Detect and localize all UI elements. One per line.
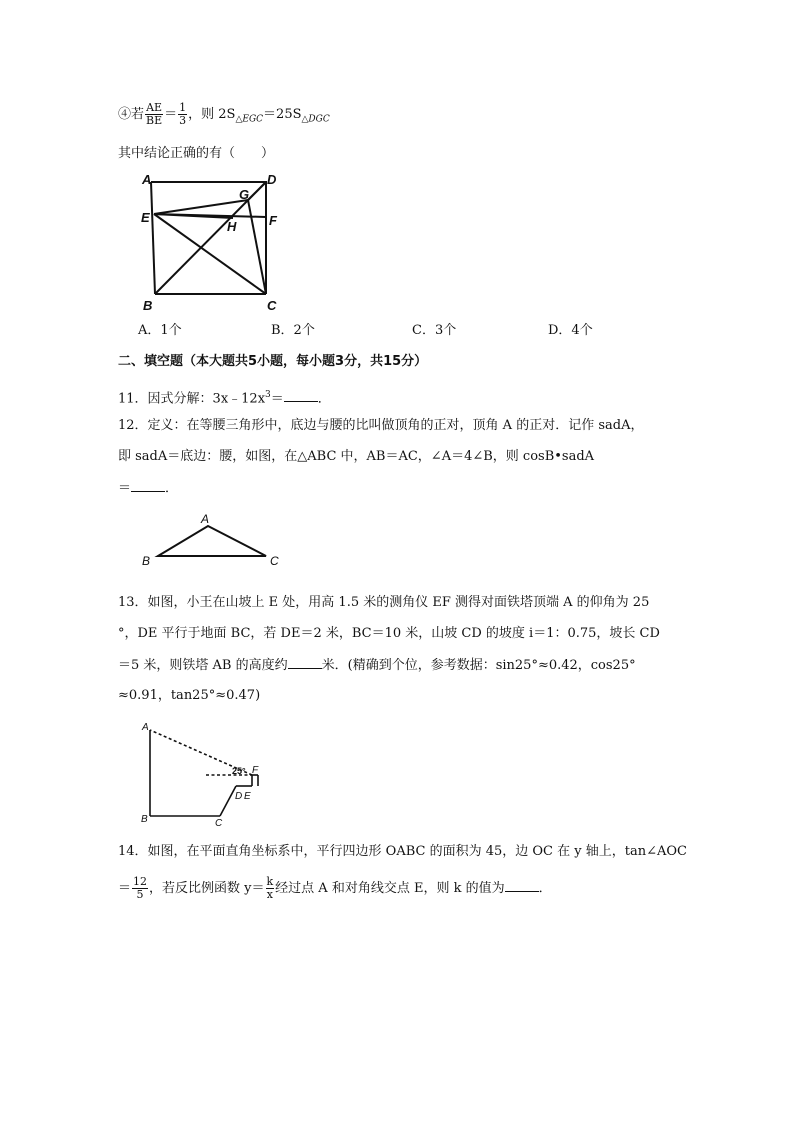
section-heading: 二、填空题（本大题共5小题，每小题3分，共15分） <box>118 354 428 369</box>
label-a: A <box>142 172 152 187</box>
fraction-12-5: $\frac{12}{5}$ <box>133 875 148 901</box>
label-b: B <box>141 814 148 825</box>
segment-ec <box>154 214 266 294</box>
label-h: H <box>227 219 237 234</box>
answer-blank <box>131 479 165 492</box>
label-c: C <box>270 554 279 568</box>
q10-option-c: C．3个 <box>412 323 457 338</box>
figure-triangle-abc <box>138 510 288 572</box>
item4-line: ④若 $\frac{AE}{BE}$ ＝ $\frac{1}{3}$ ，则 $2S_{\triangle EGC}=25S_{\triangle DGC}$ <box>118 101 330 127</box>
segment-eg <box>154 200 248 214</box>
q12-line2: 即 sadA＝底边：腰，如图，在△ABC 中，AB＝AC，∠A＝4∠B，则 cosB•sadA <box>118 449 595 464</box>
label-f: F <box>252 765 259 776</box>
label-c: C <box>215 818 223 828</box>
q12-line3: ＝ ． <box>118 481 179 496</box>
fraction-one-third: $\frac{1}{3}$ <box>179 101 187 127</box>
triangle-abc <box>158 526 266 556</box>
label-a: A <box>142 722 149 733</box>
label-a: A <box>201 512 210 526</box>
fraction-ae-be: $\frac{AE}{BE}$ <box>146 101 163 127</box>
q13-line1: 13．如图，小王在山坡上 E 处，用高 1.5 米的测角仪 EF 测得对面铁塔顶端 A 的仰角为 25 <box>118 595 650 610</box>
fraction-k-x: $\frac{k}{x}$ <box>266 875 274 901</box>
label-e: E <box>244 791 251 802</box>
figure-square-abcd <box>138 170 288 315</box>
label-d: D <box>235 791 243 802</box>
label-b: B <box>142 554 151 568</box>
q10-option-a: A．1个 <box>138 323 182 338</box>
q11-line: 11．因式分解：$3x﹣12x^3=$ ． <box>118 390 331 407</box>
answer-blank <box>288 656 322 669</box>
q12-line1: 12．定义：在等腰三角形中，底边与腰的比叫做顶角的正对，顶角 A 的正对．记作 sadA， <box>118 418 644 433</box>
q10-prompt: 其中结论正确的有（ ） <box>118 146 275 161</box>
label-b: B <box>143 298 153 313</box>
label-e: E <box>141 210 150 225</box>
label-f: F <box>269 213 277 228</box>
figure-tower <box>138 718 273 828</box>
q14-line2: ＝ $\frac{12}{5}$ ，若反比例函数 y＝ $\frac{k}{x}$ 经过点 A 和对角线交点 E，则 k 的值为 ． <box>118 875 552 901</box>
segment-dg <box>248 182 266 200</box>
label-d: D <box>267 172 277 187</box>
segment-gc <box>248 200 266 294</box>
angle-label: 25° <box>232 766 246 776</box>
q13-line2: °，DE 平行于地面 BC，若 DE＝2 米，BC＝10 米，山坡 CD 的坡度 i＝1：0.75，坡长 CD <box>118 626 660 641</box>
q10-option-d: D．4个 <box>548 323 593 338</box>
answer-blank <box>505 879 539 892</box>
q13-line3: ＝5 米，则铁塔 AB 的高度约 米．(精确到个位，参考数据：sin25°≈0.42，cos25° <box>118 658 636 673</box>
side-ab <box>151 182 155 294</box>
q14-line1: 14．如图，在平面直角坐标系中，平行四边形 OABC 的面积为 45，边 OC 在 y 轴上，tan∠AOC <box>118 844 687 859</box>
slope-cd <box>220 786 236 816</box>
q13-line4: ≈0.91，tan25°≈0.47) <box>118 688 261 703</box>
label-c: C <box>267 298 277 313</box>
label-g: G <box>239 187 250 202</box>
q10-option-b: B．2个 <box>271 323 315 338</box>
answer-blank <box>284 389 318 402</box>
